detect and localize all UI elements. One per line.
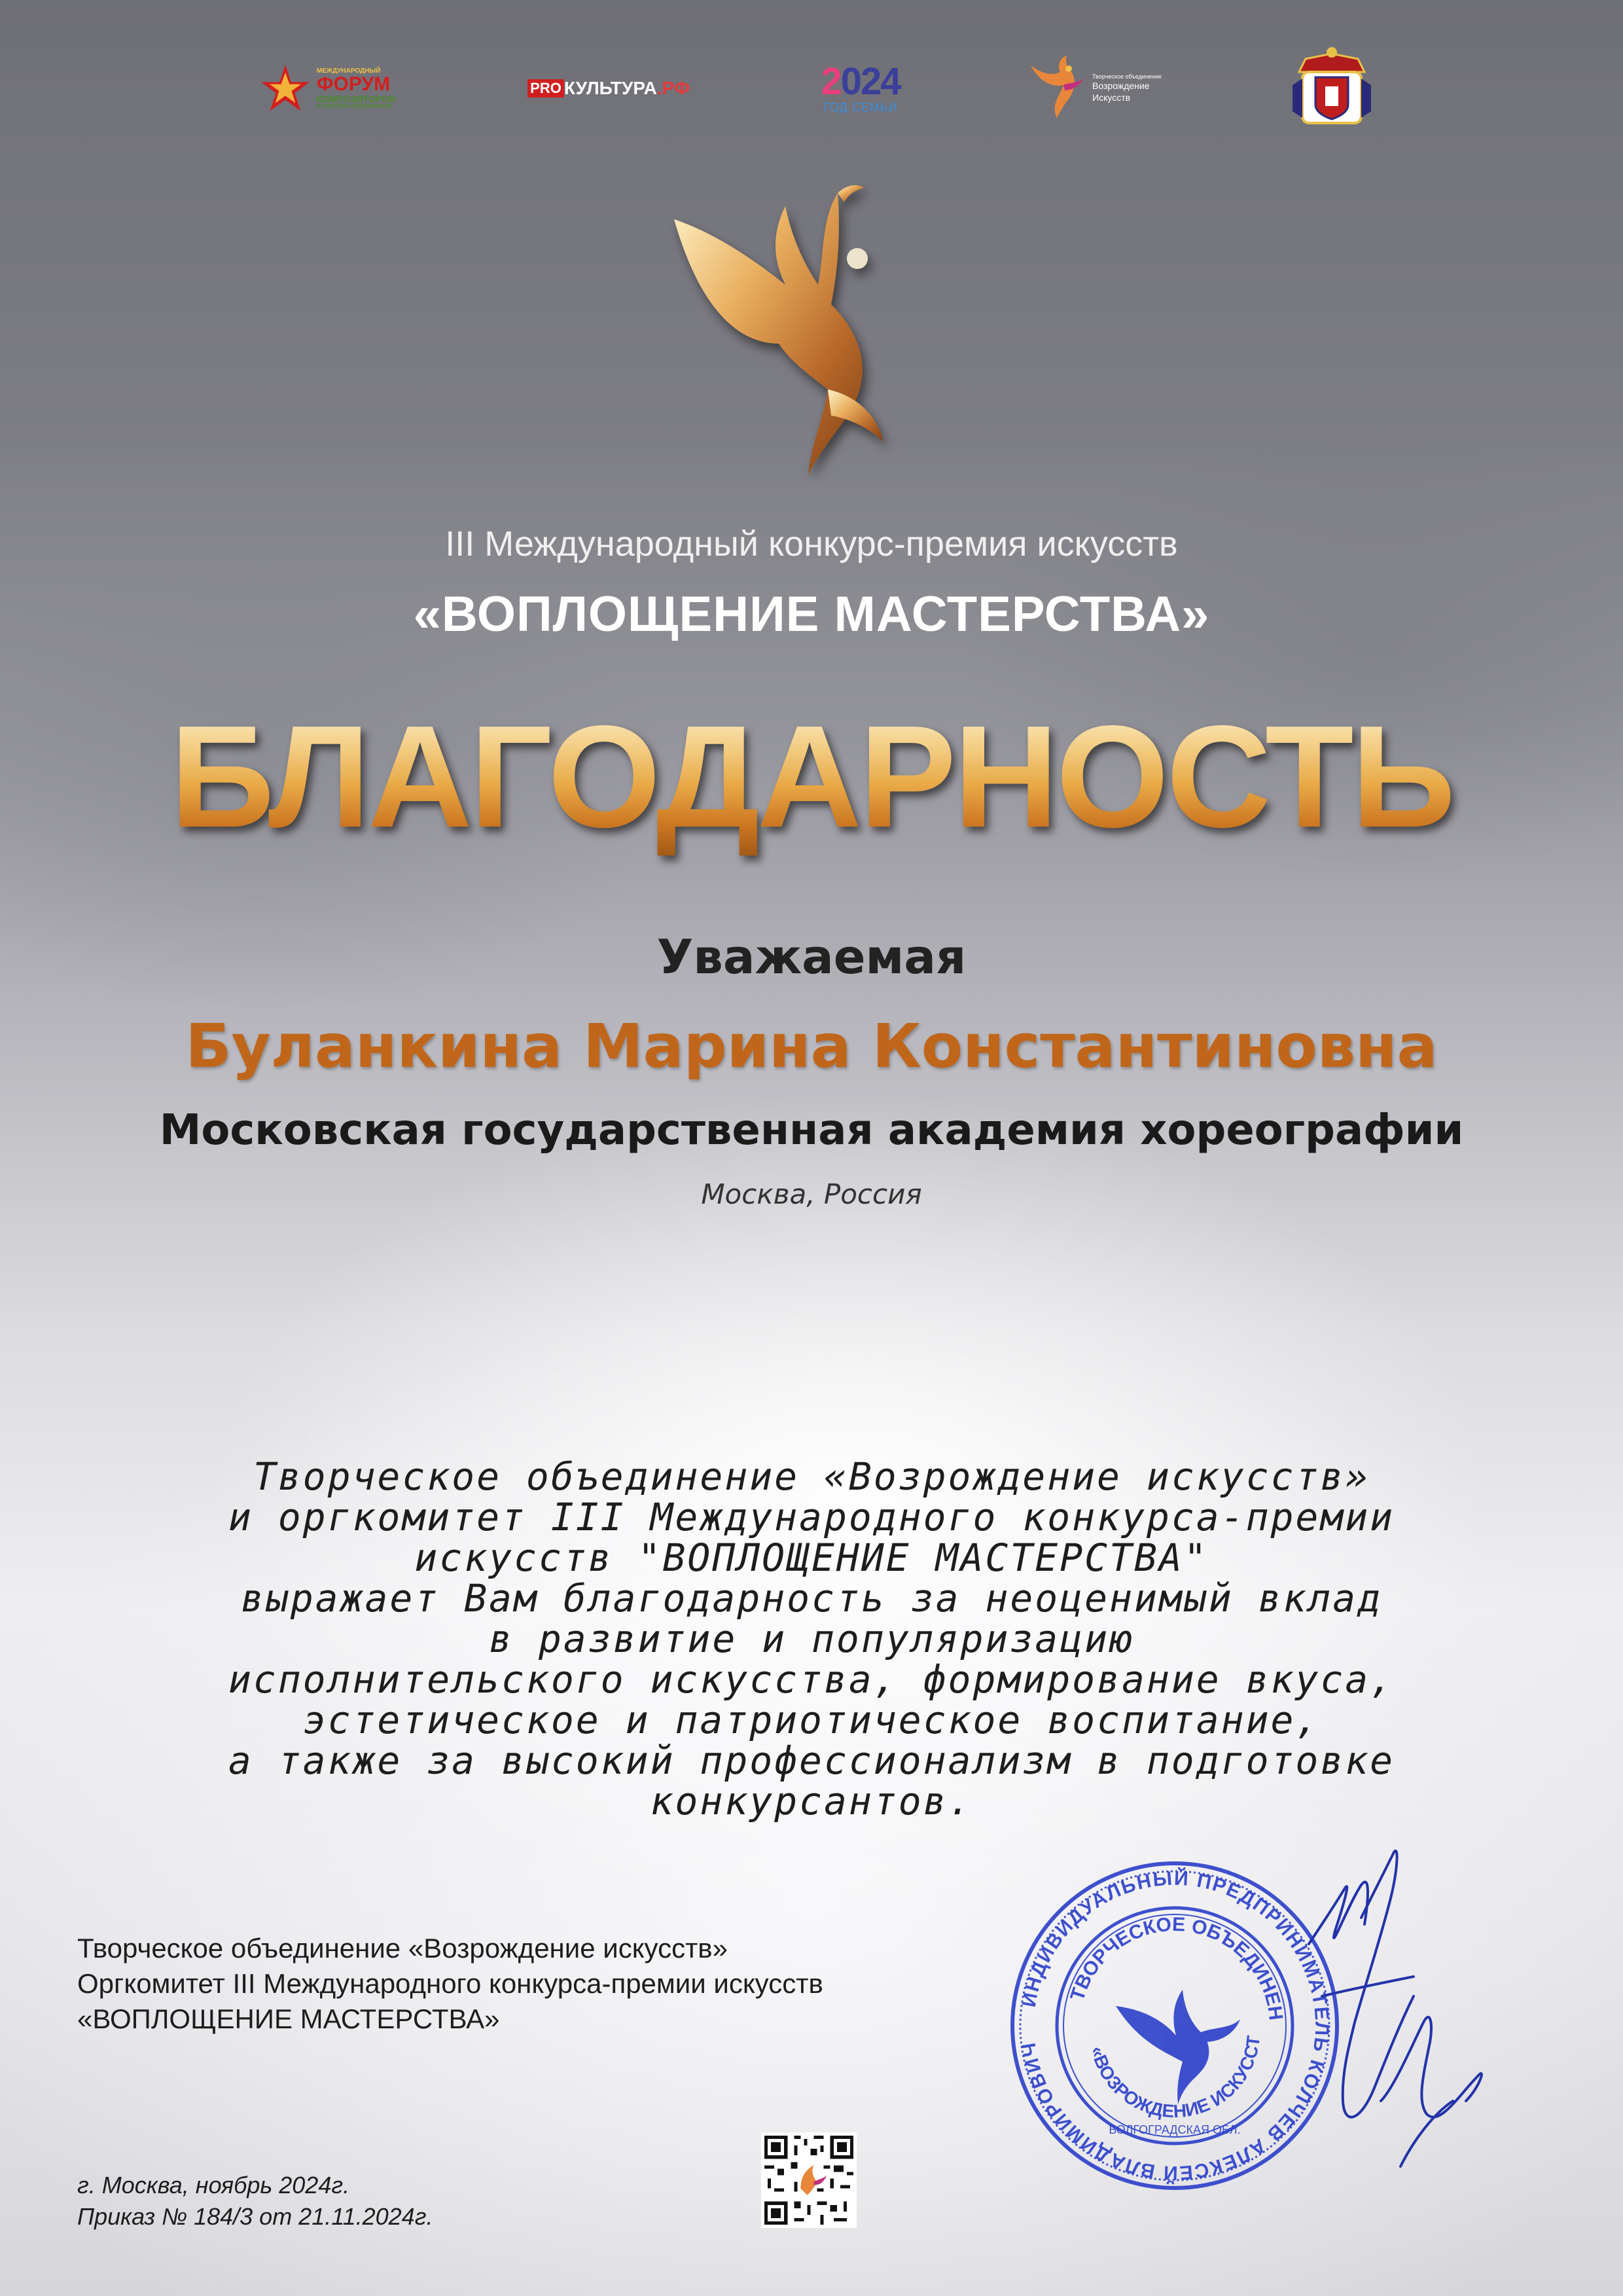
vozrozhdenie-logo	[1008, 46, 1178, 131]
order-number: Приказ № 184/3 от 21.11.2024г.	[77, 2203, 433, 2230]
gratitude-line: а также за высокий профессионализм в подготовке	[228, 1738, 1395, 1783]
stamp-inner-bottom: «ВОЗРОЖДЕНИЕ ИСКУССТ	[1087, 2034, 1264, 2122]
gratitude-line: искусств "ВОПЛОЩЕНИЕ МАСТЕРСТВА"	[414, 1535, 1209, 1580]
signatory-block	[77, 1931, 823, 2037]
gratitude-line: и оргкомитет III Международного конкурса-премии	[228, 1495, 1395, 1539]
year-of-family-logo	[805, 46, 916, 131]
qr-code[interactable]	[761, 2132, 857, 2228]
gratitude-line: выражает Вам благодарность за неоценимый вклад	[240, 1576, 1383, 1621]
forum-logo-line3: И ПОЭТОВ-ПЕСЕННИКОВ	[316, 102, 391, 109]
gratitude-text	[157, 1456, 1466, 1821]
proculture-kultura: КУЛЬТУРА	[563, 78, 657, 98]
contest-name: «ВОПЛОЩЕНИЕ МАСТЕРСТВА»	[413, 586, 1210, 642]
coat-of-arms-logo	[1279, 46, 1384, 131]
proculture-logo	[517, 46, 700, 131]
year-digit-two: 2	[821, 60, 841, 103]
handwritten-signature	[1283, 1826, 1492, 2193]
signatory-line-1: Творческое объединение «Возрождение искусств»	[77, 1933, 728, 1964]
contest-subtitle: III Международный конкурс-премия искусств	[445, 524, 1178, 564]
year-digits: 024	[840, 60, 901, 103]
signatory-line-3: «ВОПЛОЩЕНИЕ МАСТЕРСТВА»	[77, 2003, 500, 2034]
signatory-line-2: Оргкомитет III Международного конкурса-премии искусств	[77, 1968, 823, 1999]
proculture-pro: PRO	[527, 79, 564, 98]
signature-icon	[1283, 1826, 1492, 2193]
vozrozhdenie-logo-line1: Возрождение	[1092, 81, 1150, 92]
vozrozhdenie-logo-small: Творческое объединение	[1092, 73, 1162, 80]
stamp-region: ВОЛГОГРАДСКАЯ ОБЛ.	[1109, 2123, 1241, 2136]
gratitude-line: исполнительского искусства, формирование вкуса,	[228, 1657, 1395, 1702]
recipient-location: Москва, Россия	[701, 1178, 922, 1210]
red-star-icon	[259, 62, 312, 115]
qr-code-icon	[761, 2132, 857, 2228]
golden-phoenix-emblem	[661, 180, 942, 481]
issue-info	[77, 2170, 433, 2233]
golden-phoenix-icon	[661, 180, 942, 481]
forum-logo-line2: КОМПОЗИТОРОВ	[316, 93, 396, 104]
gratitude-line: Творческое объединение «Возрождение искусств»	[253, 1454, 1370, 1499]
phoenix-logo-icon	[1024, 52, 1090, 124]
stamp-inner-top: ТВОРЧЕСКОЕ ОБЪЕДИНЕН	[1066, 1913, 1287, 2022]
forum-logo	[242, 46, 412, 131]
proculture-rf: .РФ	[656, 78, 690, 98]
year-caption: ГОД СЕМЬИ	[823, 100, 898, 114]
coat-of-arms-icon	[1289, 46, 1374, 131]
stamp-outer-text: ИНДИВИДУАЛЬНЫЙ ПРЕДПРИНИМАТЕЛЬ КОЛЧЕВ АЛЕКСЕЙ ВЛАДИМИРОВИЧ	[1018, 1867, 1333, 2184]
forum-logo-title: ФОРУМ	[316, 73, 391, 95]
forum-logo-small: МЕЖДУНАРОДНЫЙ	[316, 67, 381, 75]
certificate-title: БЛАГОДАРНОСТЬ	[0, 694, 1623, 861]
gratitude-line: конкурсантов.	[650, 1779, 973, 1823]
issue-date: г. Москва, ноябрь 2024г.	[77, 2172, 350, 2198]
gratitude-line: в развитие и популяризацию	[489, 1617, 1134, 1661]
greeting: Уважаемая	[656, 929, 967, 984]
gratitude-line: эстетическое и патриотическое воспитание,	[302, 1698, 1321, 1742]
recipient-name: Буланкина Марина Константиновна	[185, 1011, 1438, 1081]
recipient-organization: Московская государственная академия хореографии	[159, 1106, 1464, 1155]
vozrozhdenie-logo-line2: Искусств	[1092, 92, 1131, 103]
